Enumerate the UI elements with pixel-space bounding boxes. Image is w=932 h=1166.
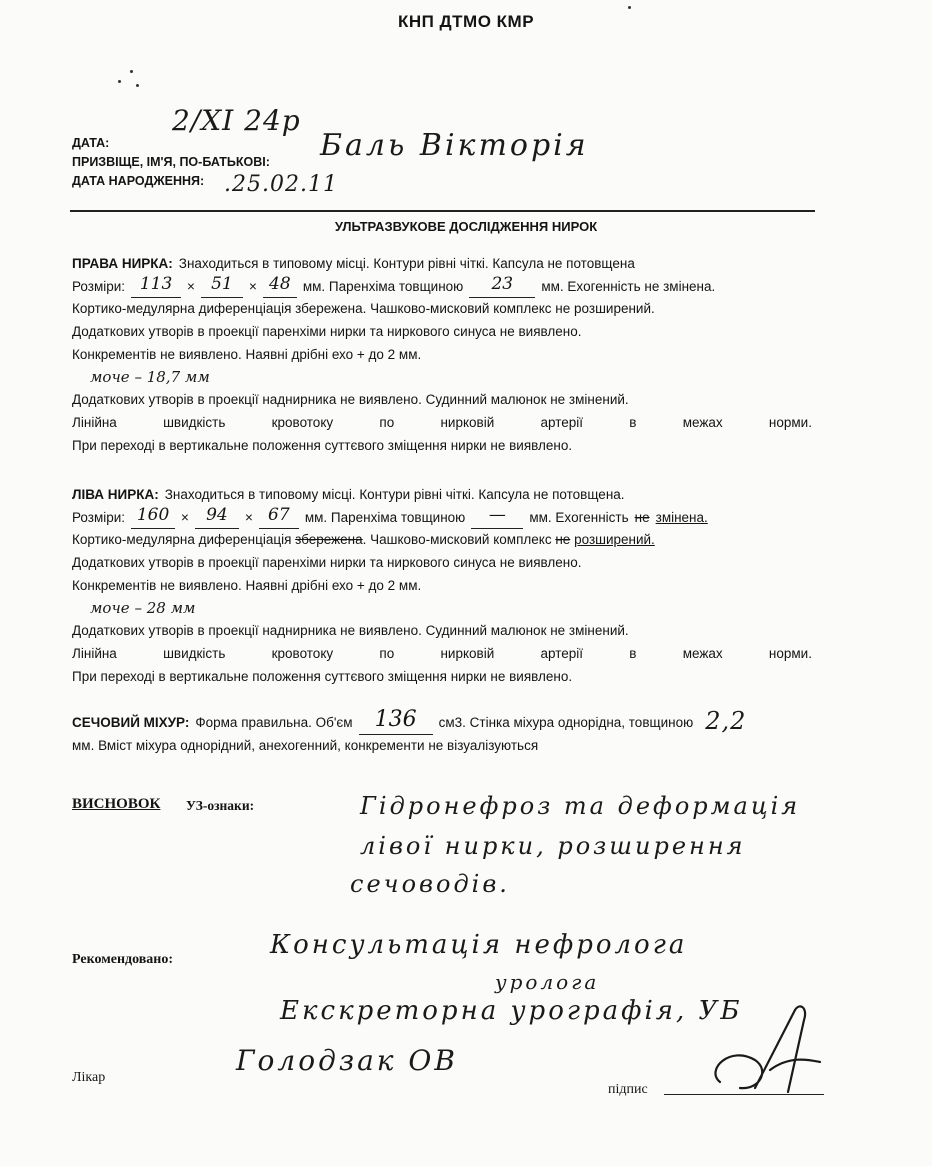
speck xyxy=(628,6,631,9)
conclusion-hand-3: сечоводів. xyxy=(350,870,510,898)
recommend-hand-2: уролога xyxy=(495,970,600,994)
bladder-wall: 2,2 xyxy=(705,707,747,735)
signature-mark xyxy=(700,1000,830,1100)
left-parenchyma: — xyxy=(471,507,523,530)
left-size-2: 94 xyxy=(195,507,239,530)
signature-stroke xyxy=(715,1006,820,1092)
conclusion-sublabel: УЗ-ознаки: xyxy=(186,798,255,813)
conclusion-label: ВИСНОВОК xyxy=(72,796,161,812)
clinic-title: КНП ДТМО КМР xyxy=(397,12,535,31)
left-handnote: моче – 28 мм xyxy=(90,599,196,618)
right-velocity-line xyxy=(72,412,812,435)
velocity-word: норми. xyxy=(768,645,812,661)
velocity-word: Лінійна xyxy=(72,414,117,430)
section-title: УЛЬТРАЗВУКОВЕ ДОСЛІДЖЕННЯ НИРОК xyxy=(334,219,598,234)
left-size-3: 67 xyxy=(259,507,299,530)
left-size-1: 160 xyxy=(131,507,175,530)
right-handnote: моче – 18,7 мм xyxy=(90,368,210,387)
velocity-word: норми. xyxy=(768,414,812,430)
left-velocity-line xyxy=(72,643,812,666)
bladder-block: СЕЧОВИЙ МІХУР: Форма правильна. Об'єм 136 см3. Стінка міхура однорідна, товщиною 2,2 мм. Вміст міхура однорідний, анехогенний, конкременти не візуалізуються xyxy=(72,707,747,753)
name-label: ПРИЗВІЩЕ, ІМ'Я, ПО-БАТЬКОВІ: xyxy=(72,155,270,169)
velocity-word: артерії xyxy=(540,645,584,661)
velocity-word: нирковій xyxy=(440,414,495,430)
speck xyxy=(130,70,133,73)
name-value: Баль Вікторія xyxy=(320,128,589,163)
left-kidney-label: ЛІВА НИРКА: xyxy=(72,487,159,502)
velocity-word: кровотоку xyxy=(271,645,334,661)
conclusion-hand-2: лівої нирки, розширення xyxy=(360,832,746,860)
velocity-word: артерії xyxy=(540,414,584,430)
doctor-label: Лікар xyxy=(72,1070,106,1085)
right-parenchyma: 23 xyxy=(469,276,535,299)
birth-value: .25.02.11 xyxy=(224,172,338,197)
velocity-word: по xyxy=(379,645,395,661)
right-size-2: 51 xyxy=(201,276,243,299)
right-size-1: 113 xyxy=(131,276,181,299)
velocity-word: швидкість xyxy=(163,414,226,430)
right-size-3: 48 xyxy=(263,276,297,299)
header-rule xyxy=(70,210,815,212)
velocity-word: межах xyxy=(682,414,723,430)
recommend-label: Рекомендовано: xyxy=(72,952,174,967)
date-value: 2/ХІ 24р xyxy=(172,104,301,137)
recommend-hand-1: Консультація нефролога xyxy=(270,930,688,960)
bladder-label: СЕЧОВИЙ МІХУР: xyxy=(72,715,190,730)
velocity-word: в xyxy=(629,645,637,661)
right-kidney-block: ПРАВА НИРКА: Знаходиться в типовому місці. Контури рівні чіткі. Капсула не потовщена Розміри: 113 × 51 × 48 мм. Паренхіма товщиною 23 мм. Exoгенність не змінена. Кортико-медулярна диференціація збережена. Чашково-мисковий комплекс не розширений. Додаткових утворів в проекції паренхіми нирки та ниркового синуса не виявлено. Конкрементів не виявлено. Наявні дрібні ехо + до 2 мм. моче – 18,7 мм Додаткових утворів в проекції наднирника не виявлено. Судинний малюнок не змінений. Лінійна швидкість кровотоку по нирковій артерії в межах норми. При переході в вертикальне положення суттєвого зміщення нирки не виявлено. xyxy=(72,253,812,457)
speck xyxy=(118,80,121,83)
velocity-word: межах xyxy=(682,645,723,661)
velocity-word: в xyxy=(629,414,637,430)
speck xyxy=(136,84,139,87)
velocity-word: кровотоку xyxy=(271,414,334,430)
sign-label: підпис xyxy=(608,1082,648,1097)
velocity-word: Лінійна xyxy=(72,645,117,661)
velocity-word: по xyxy=(379,414,395,430)
velocity-word: нирковій xyxy=(440,645,495,661)
right-kidney-label: ПРАВА НИРКА: xyxy=(72,256,173,271)
bladder-volume: 136 xyxy=(359,712,433,735)
doctor-hand-name: Голодзак ОВ xyxy=(236,1044,458,1077)
left-kidney-block: ЛІВА НИРКА: Знаходиться в типовому місці. Контури рівні чіткі. Капсула не потовщена. Розміри: 160 × 94 × 67 мм. Паренхіма товщиною — мм. Exoгенність не змінена. Кортико-медулярна диференціація збережена . Чашково-мисковий комплекс не розширений. Додаткових утворів в проекції паренхіми нирки та ниркового синуса не виявлено. Конкрементів не виявлено. Наявні дрібні ехо + до 2 мм. моче – 28 мм Додаткових утворів в проекції наднирника не виявлено. Судинний малюнок не змінений. Лінійна швидкість кровотоку по нирковій артерії в межах норми. При переході в вертикальне положення суттєвого зміщення нирки не виявлено. xyxy=(72,484,812,688)
velocity-word: швидкість xyxy=(163,645,226,661)
conclusion-hand-1: Гідронефроз та деформація xyxy=(360,792,801,820)
birth-label: ДАТА НАРОДЖЕННЯ: xyxy=(72,174,205,188)
date-label: ДАТА: xyxy=(72,136,110,150)
recommend-hand-3: Екскреторна урографія, УБ xyxy=(280,996,743,1026)
